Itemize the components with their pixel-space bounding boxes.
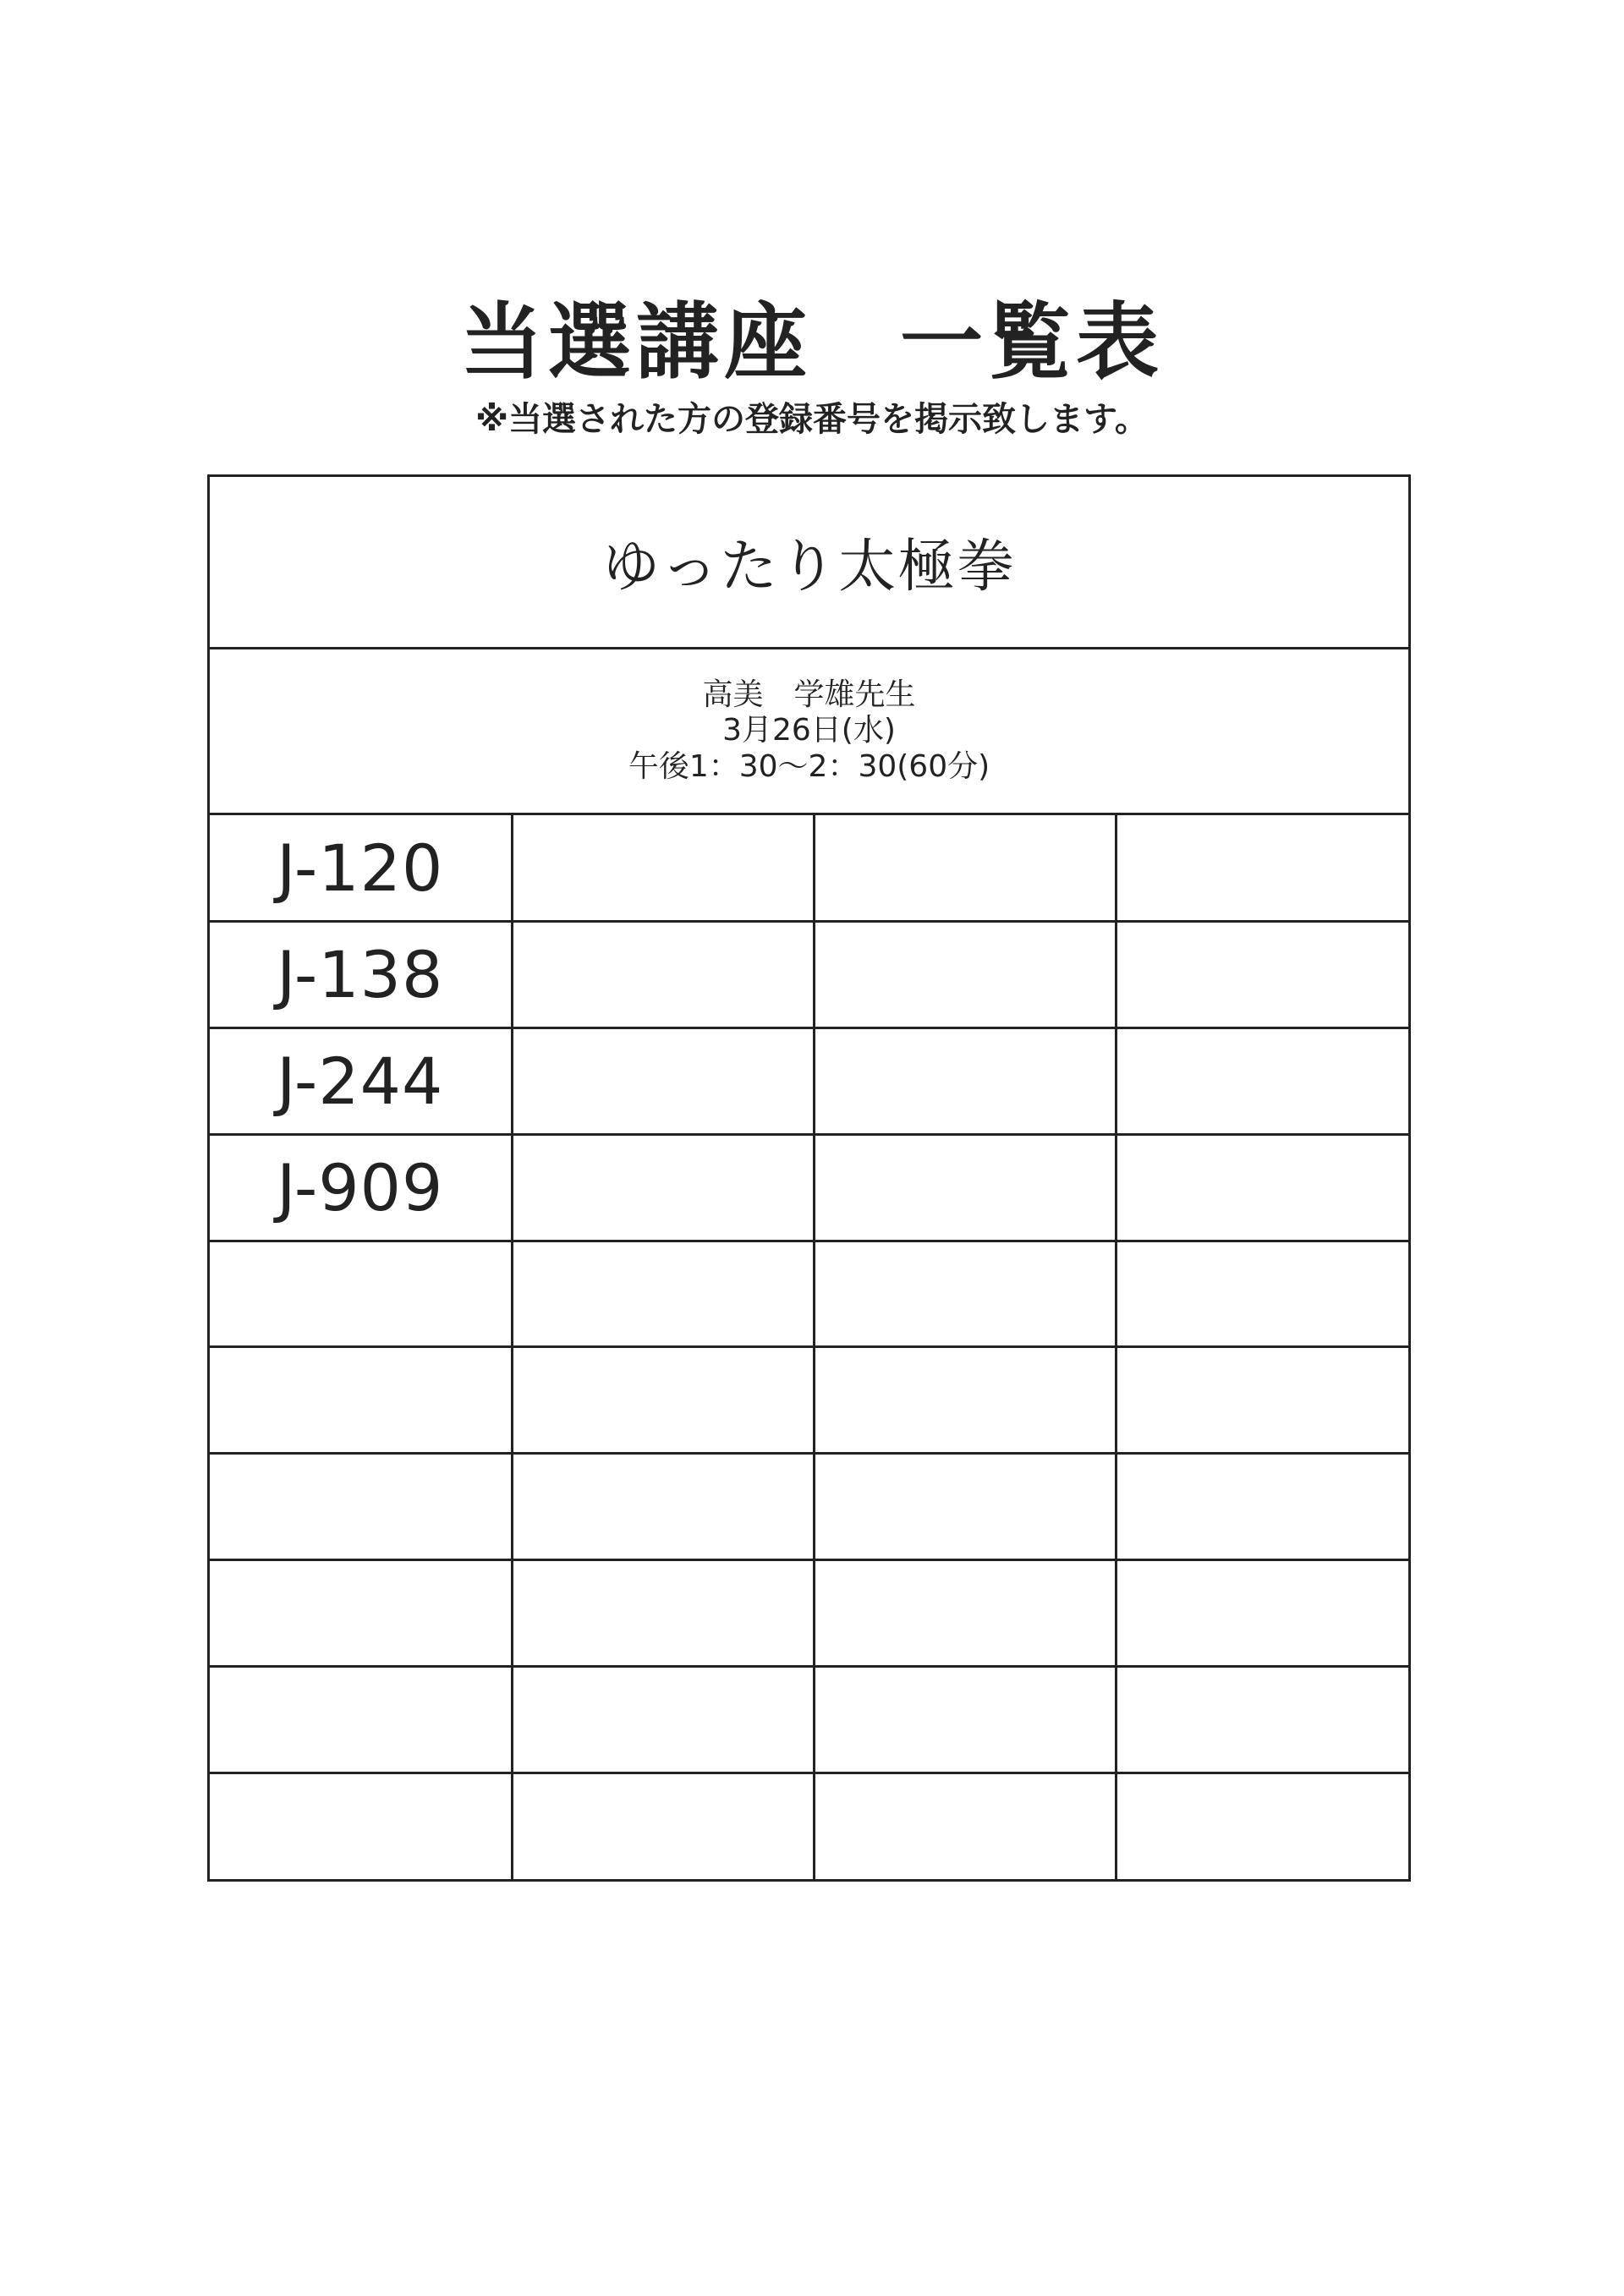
- table-row: [210, 1028, 1408, 1135]
- page-title: 当選講座 一覧表: [459, 294, 1164, 391]
- table-cell: [814, 1347, 1116, 1454]
- table-cell: [814, 1028, 1116, 1135]
- table-cell: [1116, 1560, 1408, 1667]
- table-cell: [814, 815, 1116, 922]
- table-cell: [814, 1454, 1116, 1560]
- registration-table: [210, 815, 1408, 1879]
- table-cell: [512, 1773, 814, 1879]
- table-cell: [512, 1028, 814, 1135]
- page-note: ※当選された方の登録番号を掲示致します。: [475, 400, 1149, 439]
- table-cell: [512, 1134, 814, 1241]
- registration-number-cell: [210, 1241, 512, 1347]
- table-row: [210, 1347, 1408, 1454]
- table-cell: [1116, 1347, 1408, 1454]
- table-row: [210, 922, 1408, 1028]
- registration-table-body: [210, 815, 1408, 1879]
- registration-number-cell: [210, 1454, 512, 1560]
- table-row: [210, 1666, 1408, 1773]
- table-row: [210, 1454, 1408, 1560]
- table-cell: [814, 922, 1116, 1028]
- table-cell: [1116, 815, 1408, 922]
- table-cell: [512, 1241, 814, 1347]
- table-cell: [512, 815, 814, 922]
- table-cell: [1116, 1134, 1408, 1241]
- table-cell: [814, 1666, 1116, 1773]
- table-cell: [814, 1560, 1116, 1667]
- course-date: 3月26日(水): [722, 713, 896, 748]
- registration-number-cell: J-138: [210, 922, 512, 1028]
- table-row: [210, 1241, 1408, 1347]
- registration-number-cell: J-909: [210, 1134, 512, 1241]
- table-cell: [512, 1454, 814, 1560]
- table-cell: [512, 1666, 814, 1773]
- registration-number-cell: J-244: [210, 1028, 512, 1135]
- table-cell: [814, 1134, 1116, 1241]
- table-cell: [814, 1241, 1116, 1347]
- table-cell: [512, 1347, 814, 1454]
- table-cell: [1116, 922, 1408, 1028]
- registration-number-cell: [210, 1666, 512, 1773]
- registration-number-cell: [210, 1773, 512, 1879]
- winners-sheet: [207, 474, 1411, 1882]
- course-info: [210, 649, 1408, 815]
- table-row: [210, 1773, 1408, 1879]
- table-cell: [1116, 1454, 1408, 1560]
- table-cell: [512, 1560, 814, 1667]
- registration-number-cell: [210, 1347, 512, 1454]
- table-cell: [814, 1773, 1116, 1879]
- registration-number-cell: J-120: [210, 815, 512, 922]
- registration-number-cell: [210, 1560, 512, 1667]
- course-time: 午後1：30〜2：30(60分): [628, 748, 990, 784]
- table-cell: [1116, 1241, 1408, 1347]
- table-cell: [512, 922, 814, 1028]
- table-row: [210, 1560, 1408, 1667]
- table-row: [210, 1134, 1408, 1241]
- course-teacher: 高美 学雄先生: [702, 677, 916, 712]
- table-cell: [1116, 1028, 1408, 1135]
- course-name: ゆったり太極拳: [210, 477, 1408, 649]
- table-row: [210, 815, 1408, 922]
- table-cell: [1116, 1773, 1408, 1879]
- table-cell: [1116, 1666, 1408, 1773]
